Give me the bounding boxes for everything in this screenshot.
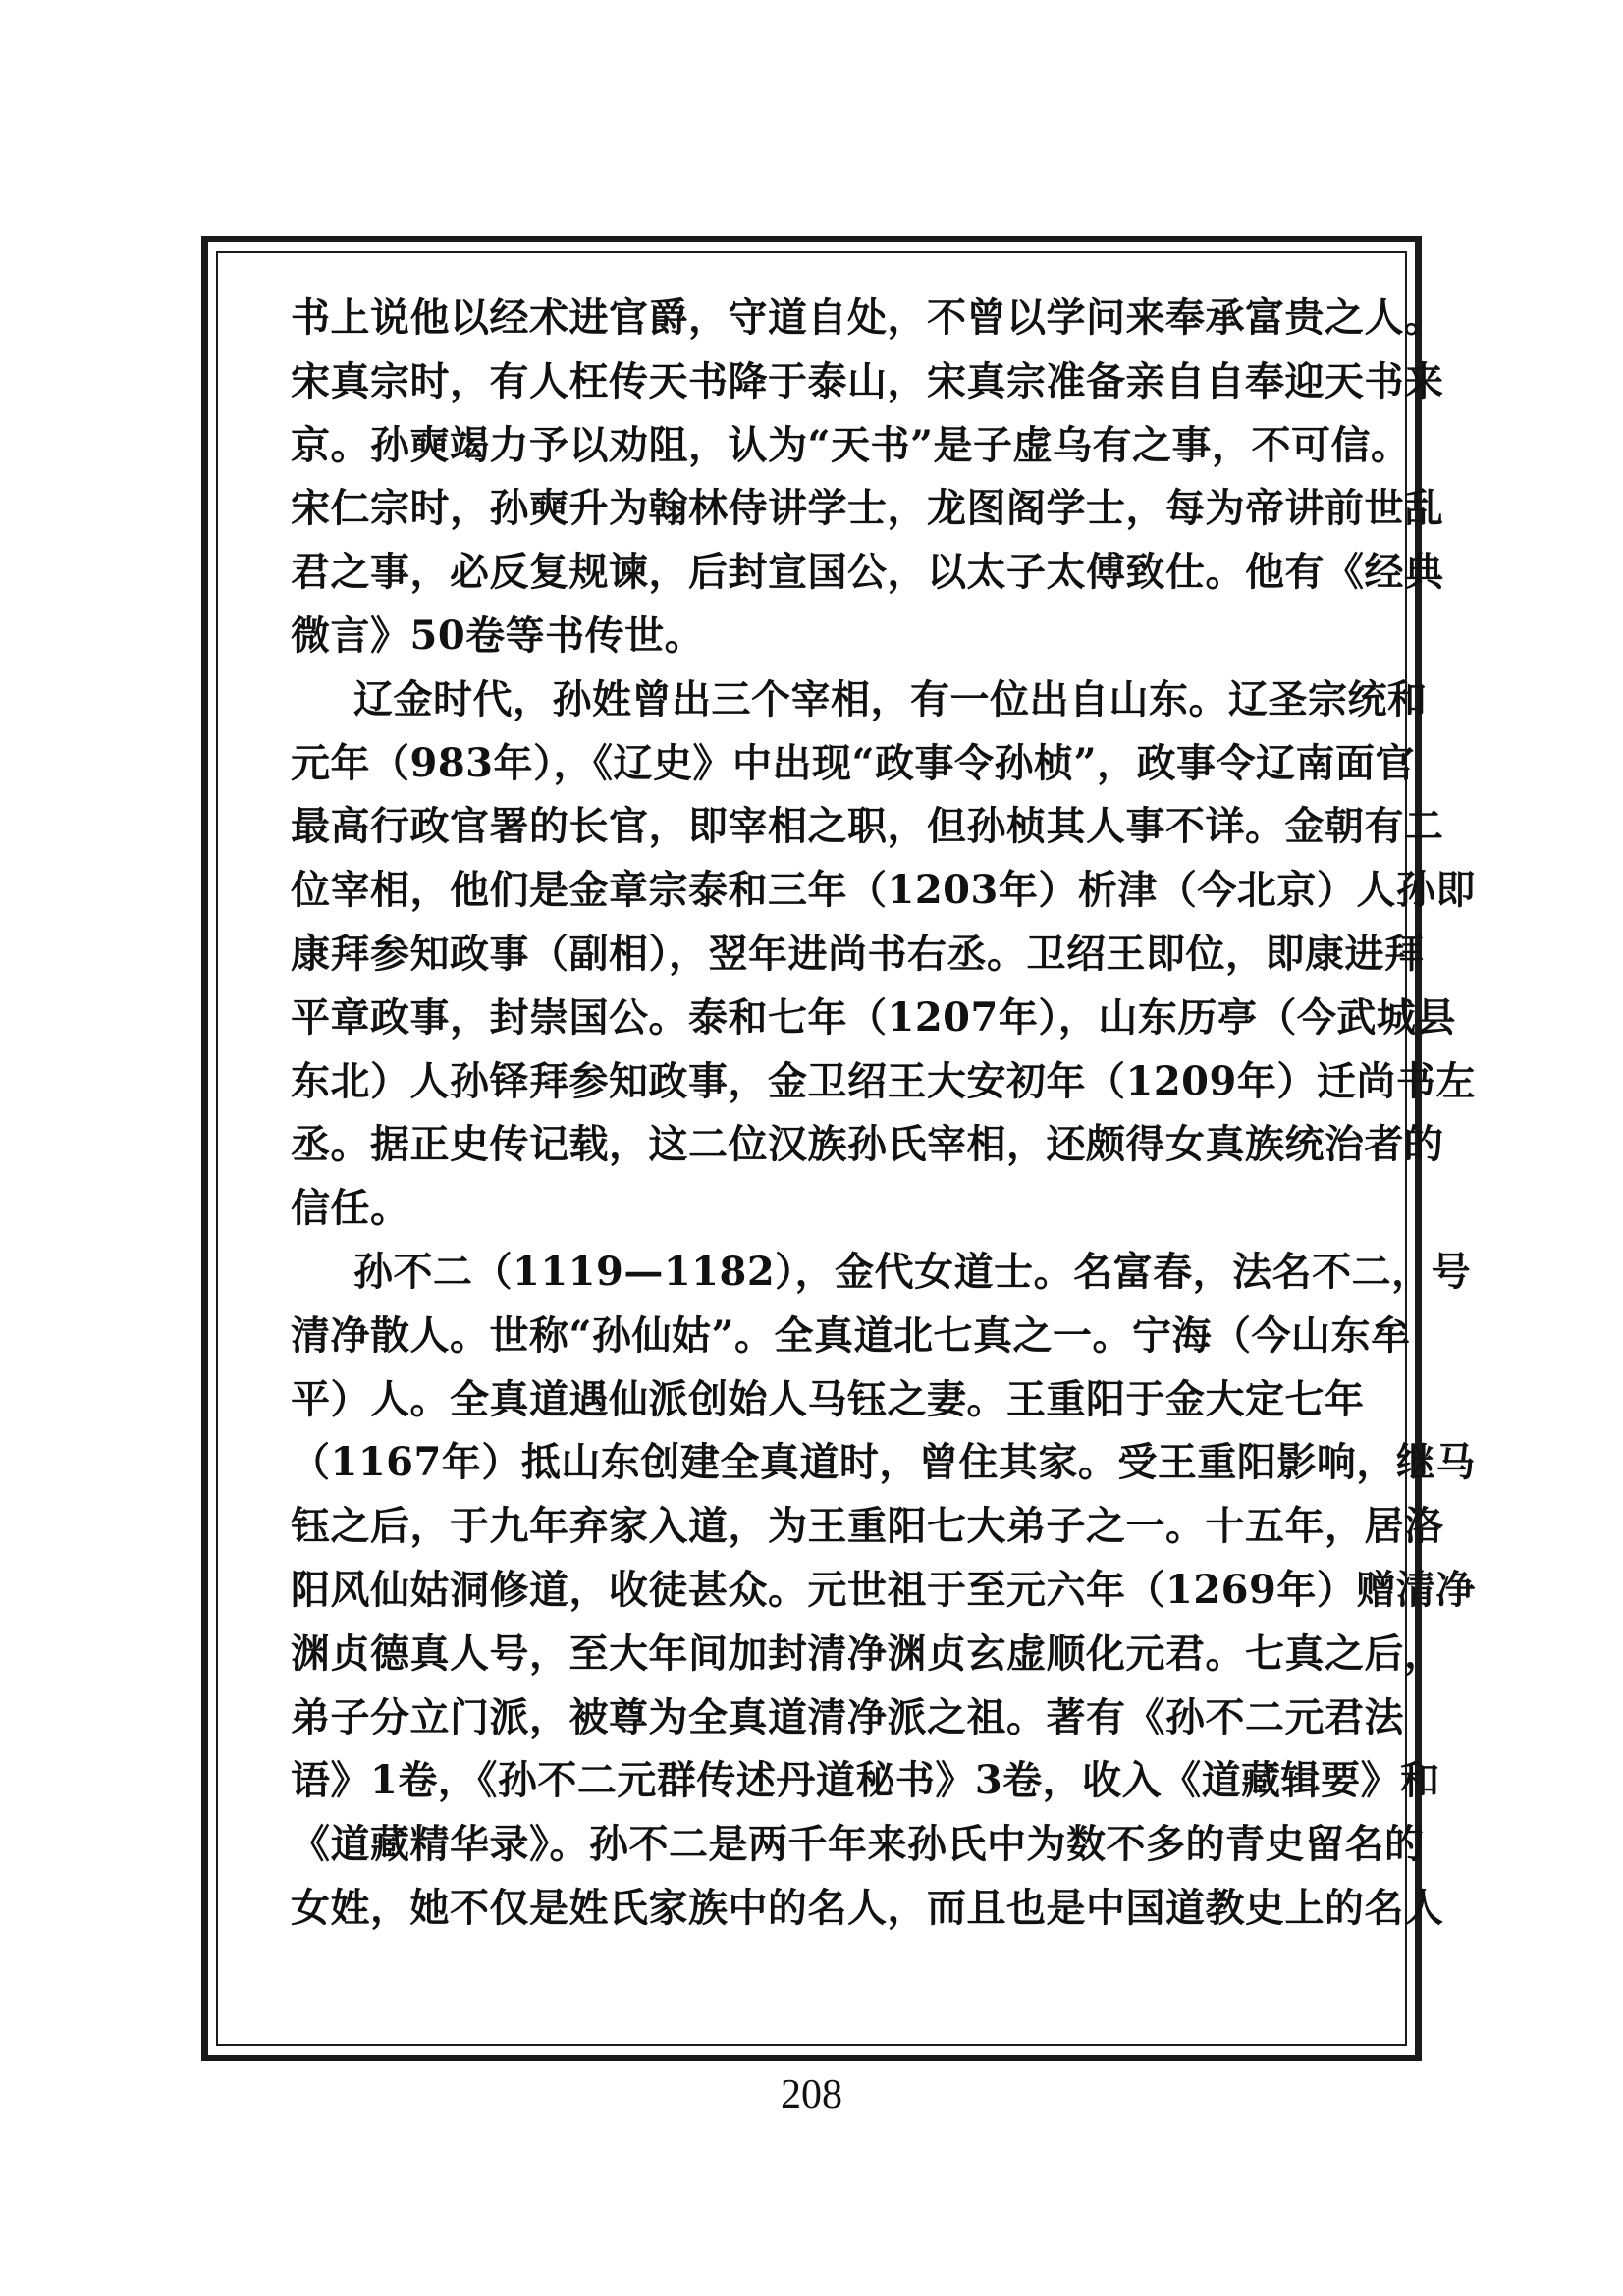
- text-line: 阳风仙姑洞修道，收徒甚众。元世祖于至元六年（1269年）赠清净: [291, 1566, 1476, 1613]
- text-line: 语》1卷，《孙不二元群传述丹道秘书》3卷，收入《道藏辑要》和: [291, 1757, 1440, 1804]
- text-line: 宋真宗时，有人枉传天书降于泰山，宋真宗准备亲自自奉迎天书来: [291, 357, 1444, 404]
- text-line: 弟子分立门派，被尊为全真道清净派之祖。著有《孙不二元君法: [291, 1693, 1404, 1740]
- text-line: 微言》50卷等书传世。: [291, 612, 705, 659]
- text-line: 信任。: [291, 1185, 410, 1232]
- text-line: 钰之后，于九年弃家入道，为王重阳七大弟子之一。十五年，居洛: [291, 1503, 1444, 1550]
- text-line: 宋仁宗时，孙奭升为翰林侍讲学士，龙图阁学士，每为帝讲前世乱: [291, 485, 1444, 532]
- text-line: 东北）人孙铎拜参知政事，金卫绍王大安初年（1209年）迁尚书左: [291, 1057, 1476, 1104]
- text-line: 《道藏精华录》。孙不二是两千年来孙氏中为数不多的青史留名的: [291, 1821, 1425, 1868]
- text-line: 康拜参知政事（副相），翌年进尚书右丞。卫绍王即位，即康进拜: [291, 930, 1425, 977]
- text-line: 平）人。全真道遇仙派创始人马钰之妻。王重阳于金大定七年: [291, 1375, 1365, 1422]
- text-line: 丞。据正史传记载，这二位汉族孙氏宰相，还颇得女真族统治者的: [291, 1121, 1444, 1168]
- text-line: 君之事，必反复规谏，后封宣国公，以太子太傅致仕。他有《经典: [291, 549, 1444, 596]
- text-line: 渊贞德真人号，至大年间加封清净渊贞玄虚顺化元君。七真之后，: [291, 1629, 1444, 1677]
- paragraph-start-line: 孙不二（1119—1182），金代女道士。名富春，法名不二，号: [353, 1248, 1472, 1295]
- paragraph-start-line: 辽金时代，孙姓曾出三个宰相，有一位出自山东。辽圣宗统和: [353, 675, 1428, 722]
- text-line: 元年（983年），《辽史》中出现“政事令孙桢”，政事令辽南面官: [291, 739, 1416, 786]
- page-number: 208: [781, 2072, 842, 2117]
- text-line: 最高行政官署的长官，即宰相之职，但孙桢其人事不详。金朝有二: [291, 803, 1444, 850]
- text-line: 平章政事，封崇国公。泰和七年（1207年），山东历亭（今武城县: [291, 993, 1456, 1041]
- body-text: [291, 287, 1476, 1941]
- text-line: （1167年）抵山东创建全真道时，曾住其家。受王重阳影响，继马: [291, 1439, 1476, 1486]
- text-line: 清净散人。世称“孙仙姑”。全真道北七真之一。宁海（今山东牟: [291, 1311, 1411, 1359]
- text-line: 位宰相，他们是金章宗泰和三年（1203年）析津（今北京）人孙即: [291, 867, 1476, 914]
- text-line: 书上说他以经术进官爵，守道自处，不曾以学问来奉承富贵之人。: [291, 294, 1444, 341]
- text-line: 女姓，她不仅是姓氏家族中的名人，而且也是中国道教史上的名人: [291, 1884, 1444, 1931]
- text-line: 京。孙奭竭力予以劝阻，认为“天书”是子虚乌有之事，不可信。: [291, 421, 1411, 468]
